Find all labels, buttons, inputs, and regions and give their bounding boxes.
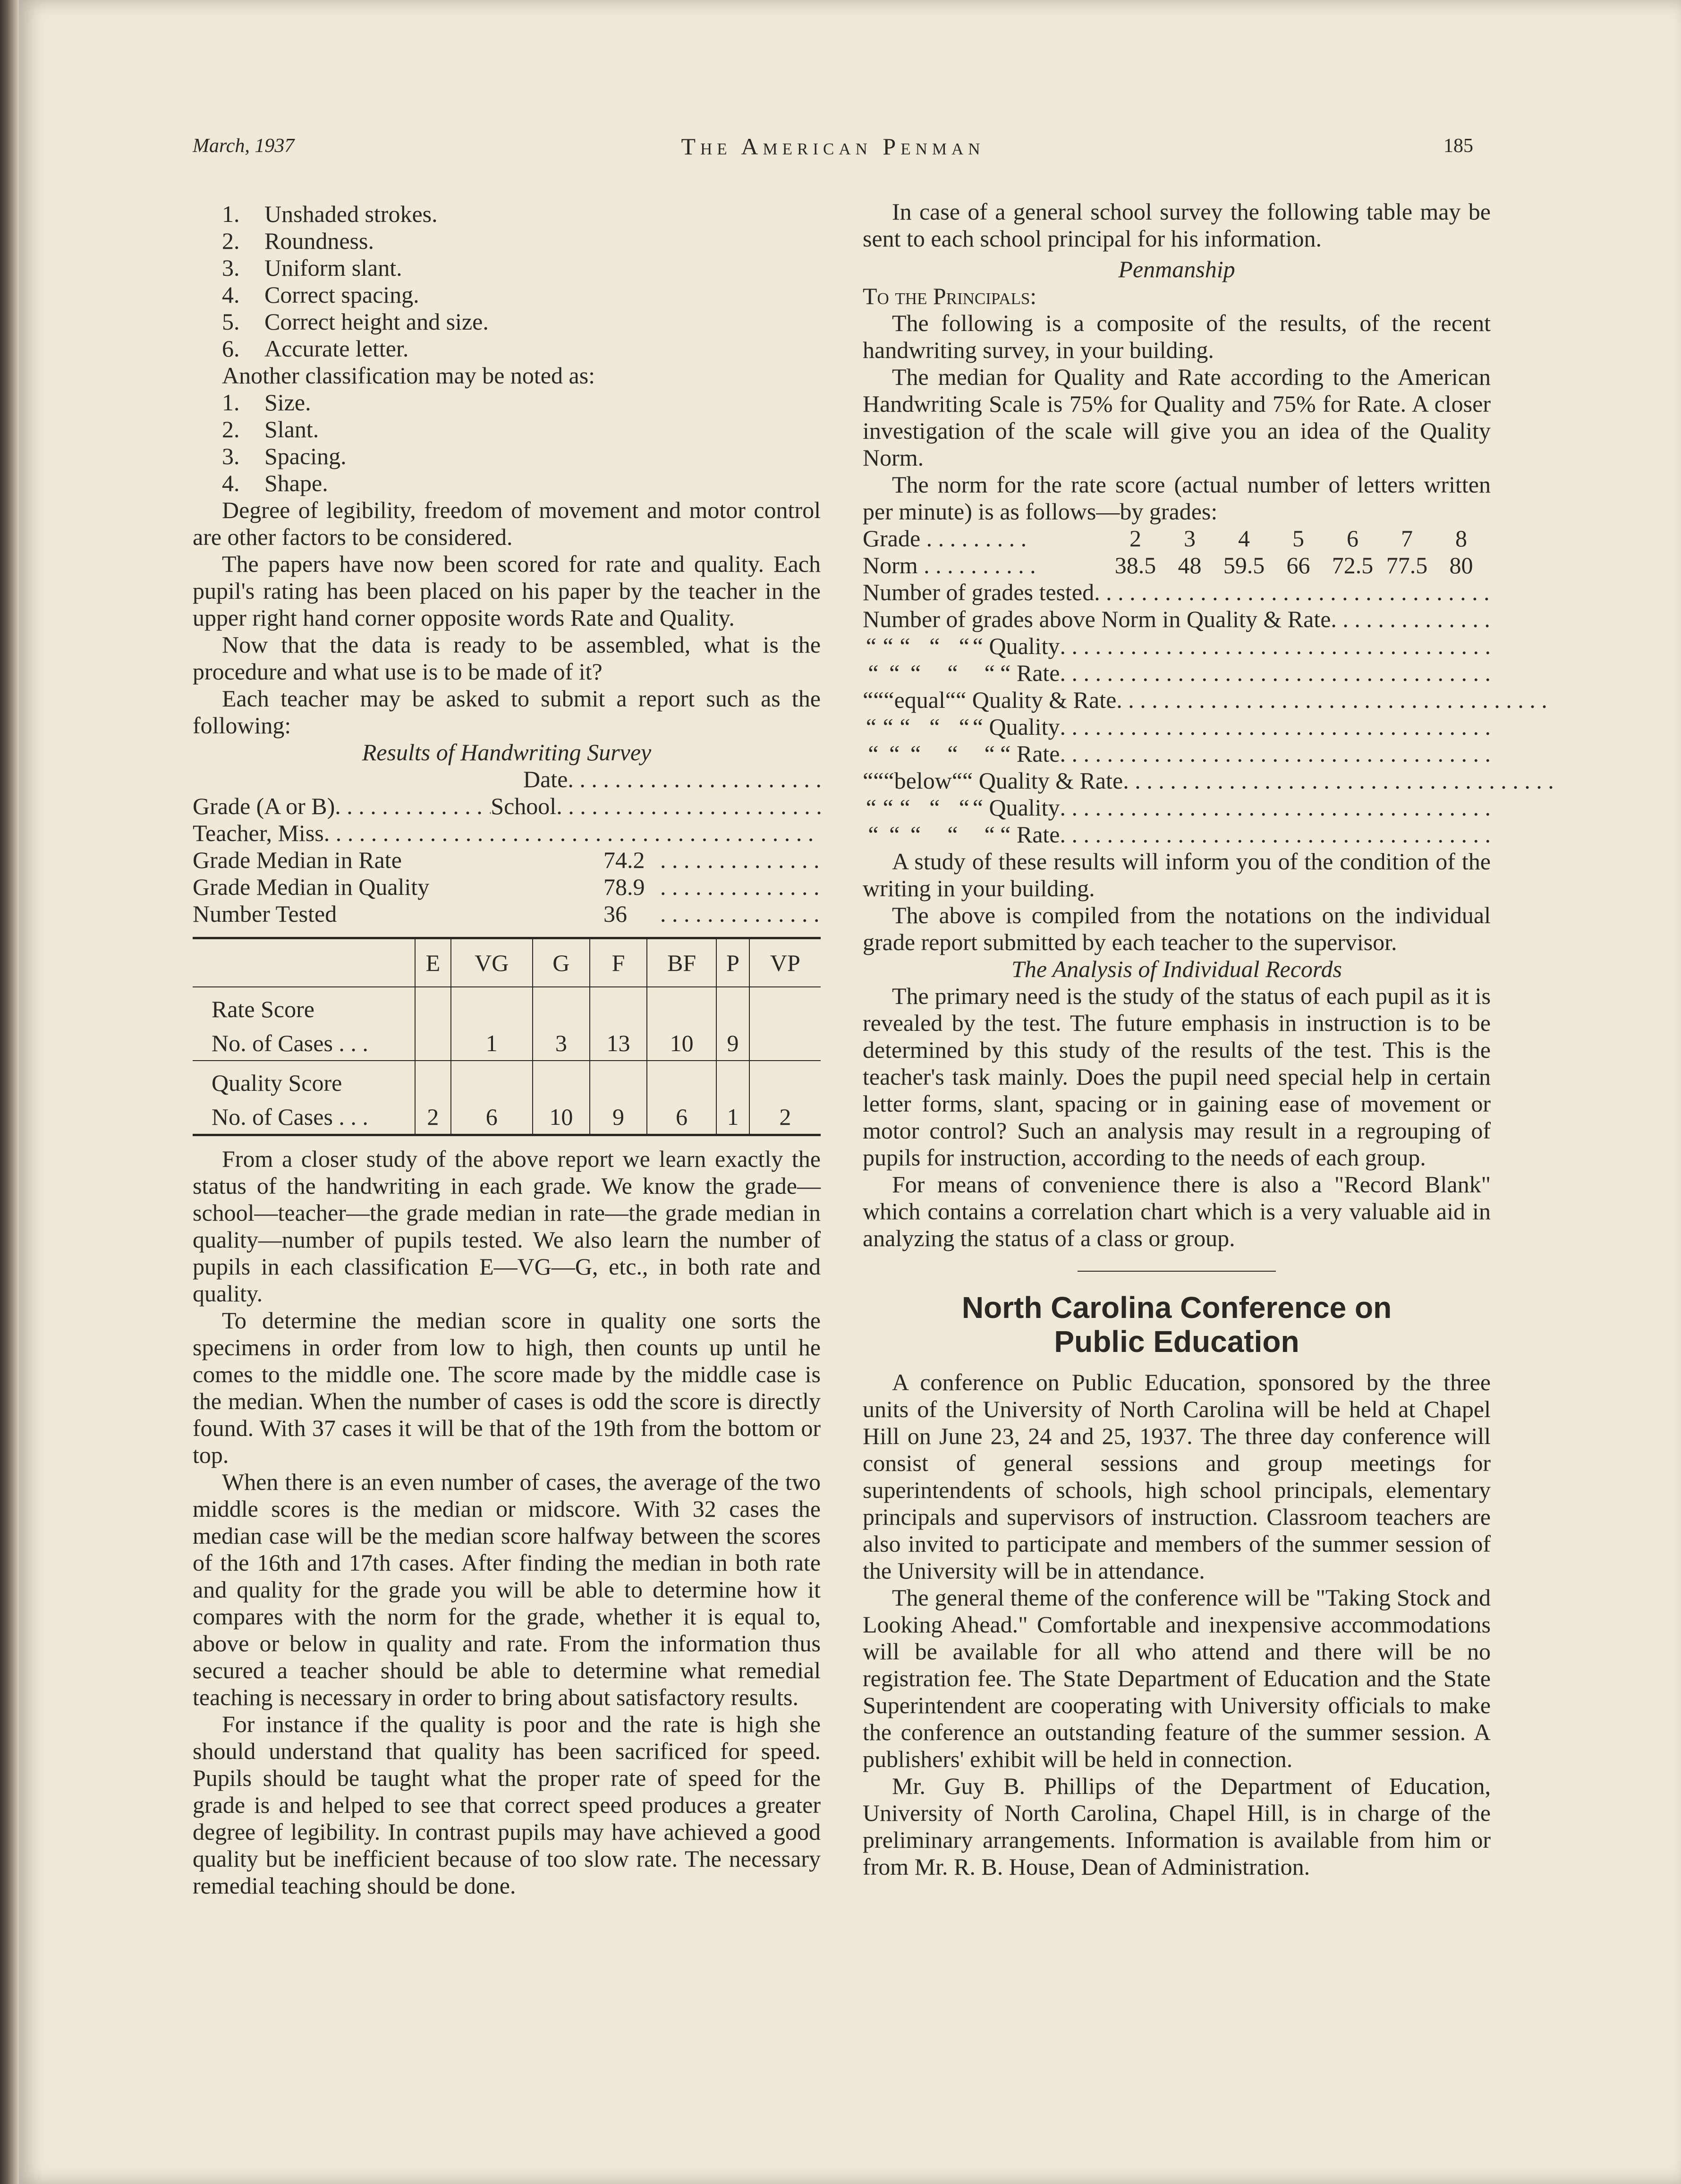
table-cell: 2: [749, 1100, 821, 1135]
table-cell: 3: [533, 1026, 590, 1061]
table-cell: 6: [451, 1100, 533, 1135]
table-cell: 13: [590, 1026, 647, 1061]
right-column: [863, 198, 1491, 1880]
norm-label: Norm . . . . . . . . . .: [863, 552, 1036, 578]
paragraph: Degree of legibility, freedom of movement and motor control are other factors to be considered.: [193, 497, 821, 550]
paragraph: When there is an even number of cases, the average of the two middle scores is the median or midscore. With 32 cases the median case will be the median score halfway between the scores of the 16th and 17th cases. After finding the median in both rate and quality for the grade you will be able to determine how it compares with the norm for the grade, whether it is equal to, above or below in quality and rate. From the information thus secured a teacher should be able to determine what remedial teaching is necessary in order to bring about satisfactory results.: [193, 1469, 821, 1710]
list-item: 4. Shape.: [222, 470, 328, 496]
book-spine: [0, 0, 19, 2184]
ditto-row: “ “ “ equal “ “ Quality & Rate . . .: [863, 687, 1491, 714]
ditto-rows: [863, 633, 1491, 848]
table-cell: 9: [590, 1100, 647, 1135]
paragraph: The median for Quality and Rate according to the American Handwriting Scale is 75% for Quality and 75% for Rate. A closer investigation of the scale will give you an idea of the Quality Norm.: [863, 364, 1491, 471]
paragraph: Another classification may be noted as:: [222, 362, 595, 389]
table-cell: 6: [647, 1100, 716, 1135]
paragraph: The norm for the rate score (actual number of letters written per minute) is as follows—by grades:: [863, 471, 1491, 525]
paragraph: A study of these results will inform you of the condition of the writing in your building.: [863, 848, 1491, 901]
list-item: 4. Correct spacing.: [222, 281, 419, 308]
list-item: 2. Slant.: [222, 416, 319, 442]
table-cell: 10: [647, 1026, 716, 1061]
page-header: [193, 135, 1473, 163]
table-cell: 9: [716, 1026, 749, 1061]
norm-value: 72.5: [1332, 552, 1374, 578]
list-item: 3. Uniform slant.: [222, 255, 402, 281]
table-cell: 1: [451, 1026, 533, 1061]
paragraph: The general theme of the conference will be "Taking Stock and Looking Ahead." Comfortable and inexpensive accommodations will be available for all who attend and there will be no registration fee. The State Department of Education and the State Superintendent are cooperating with University officials to make the conference an outstanding feature of the summer session. A publishers' exhibit will be held in connection.: [863, 1584, 1491, 1772]
ditto-row: “ “ “ “ “ “ Rate . . .: [863, 740, 1491, 767]
article-heading: North Carolina Conference on Public Education: [961, 1291, 1392, 1359]
grade-value: 2: [1129, 525, 1141, 552]
column-header: VG: [451, 938, 533, 987]
ditto-row: “ “ “ “ “ “ Quality . . .: [863, 794, 1491, 821]
norm-value: 48: [1178, 552, 1202, 578]
column-header: VP: [749, 938, 821, 987]
list-item: 6. Accurate letter.: [222, 335, 409, 362]
table-row: No. of Cases . . . 1 3 13 10 9: [193, 1026, 821, 1061]
column-header: P: [716, 938, 749, 987]
list-item: 5. Correct height and size.: [222, 308, 489, 335]
table-header-row: [193, 938, 821, 987]
paragraph: In case of a general school survey the following table may be sent to each school principal for his information.: [863, 198, 1491, 252]
norm-value: 38.5: [1114, 552, 1156, 578]
paragraph: For means of convenience there is also a "Record Blank" which contains a correlation chart which is a very valuable aid in analyzing the status of a class or group.: [863, 1171, 1491, 1251]
paragraph: The following is a composite of the results, of the recent handwriting survey, in your building.: [863, 310, 1491, 363]
ditto-row: “ “ “ “ “ “ Rate . . .: [863, 821, 1491, 848]
table-cell: 1: [716, 1100, 749, 1135]
paragraph: From a closer study of the above report we learn exactly the status of the handwriting in each grade. We know the grade—school—teacher—the grade median in rate—the grade median in quality—number of pupils tested. We also learn the number of pupils in each classification E—VG—G, etc., in both rate and quality.: [193, 1146, 821, 1307]
grade-value: 4: [1238, 525, 1250, 552]
paragraph: The above is compiled from the notations on the individual grade report submitted by each teacher to the supervisor.: [863, 902, 1491, 955]
above-norm-line: Number of grades above Norm in Quality & Rate . . .: [863, 606, 1491, 633]
list-item: 1. Size.: [222, 389, 311, 416]
form-tested-line: Number Tested 36 . . .: [193, 901, 821, 927]
grade-value: 8: [1455, 525, 1467, 552]
list-item: 1. Unshaded strokes.: [222, 201, 438, 227]
ditto-row: “ “ “ “ “ “ Quality . . .: [863, 633, 1491, 660]
grade-value: 7: [1401, 525, 1413, 552]
norm-value: 66: [1286, 552, 1310, 578]
tested-grades-line: Number of grades tested . . .: [863, 579, 1491, 606]
grade-norm-table: [863, 525, 1491, 579]
column-header: E: [415, 938, 451, 987]
form-date-line: Date . . .: [193, 766, 821, 793]
paragraph: A conference on Public Education, sponsored by the three units of the University of North Carolina will be held at Chapel Hill on June 23, 24 and 25, 1937. The three day conference will consist of general sessions and group meetings for superintendents of schools, high school principals, elementary principals and supervisors of instruction. Classroom teachers are also invited to participate and members of the summer session of the University will be in attendance.: [863, 1369, 1491, 1584]
table-row: Rate Score: [193, 987, 821, 1026]
classification-list: [193, 389, 821, 497]
form-quality-median-line: Grade Median in Quality 78.9 . . .: [193, 874, 821, 901]
page: [19, 0, 1681, 2184]
paragraph: To determine the median score in quality one sorts the specimens in order from low to high, then counts up until he comes to the middle one. The score made by the middle case is the median. When the number of cases is odd the score is directly found. With 37 cases it will be that of the 19th from the bottom or top.: [193, 1307, 821, 1468]
column-header: F: [590, 938, 647, 987]
list-item: 3. Spacing.: [222, 443, 347, 469]
table-row: No. of Cases . . . 2 6 10 9 6 1 2: [193, 1100, 821, 1135]
grade-value: 5: [1292, 525, 1304, 552]
paragraph: The papers have now been scored for rate and quality. Each pupil's rating has been placed on his paper by the teacher in the upper right hand corner opposite words Rate and Quality.: [193, 551, 821, 631]
paragraph: Each teacher may be asked to submit a report such as the following:: [193, 685, 821, 739]
form-rate-median-line: Grade Median in Rate 74.2 . . .: [193, 847, 821, 874]
paragraph: Mr. Guy B. Phillips of the Department of Education, University of North Carolina, Chapel Hill, is in charge of the preliminary arrangements. Information is available from him or from Mr. R. B. House, Dean of Administration.: [863, 1773, 1491, 1880]
issue-date: March, 1937: [193, 135, 295, 157]
list-item: 2. Roundness.: [222, 228, 374, 254]
norm-value: 77.5: [1386, 552, 1428, 578]
ditto-row: “ “ “ “ “ “ Rate . . .: [863, 660, 1491, 687]
grade-value: 3: [1184, 525, 1196, 552]
left-column: [193, 201, 821, 1899]
report-title: Results of Handwriting Survey: [362, 739, 652, 765]
norm-value: 80: [1449, 552, 1473, 578]
table-cell: 10: [533, 1100, 590, 1135]
paragraph: Now that the data is ready to be assembled, what is the procedure and what use is to be made of it?: [193, 631, 821, 685]
divider: [1078, 1271, 1276, 1272]
paragraph: For instance if the quality is poor and the rate is high she should understand that quality has been sacrificed for speed. Pupils should be taught what the proper rate of speed for the grade is and helped to see that correct speed produces a greater degree of legibility. In contrast pupils may have achieved a good quality but be inefficient because of too slow rate. The necessary remedial teaching should be done.: [193, 1711, 821, 1899]
salutation: To the Principals:: [863, 283, 1037, 309]
table-cell: 2: [415, 1100, 451, 1135]
table-cell: [749, 1026, 821, 1061]
ditto-row: “ “ “ below “ “ Quality & Rate . . .: [863, 767, 1491, 794]
table-row: Quality Score: [193, 1061, 821, 1100]
table-cell: [415, 1026, 451, 1061]
magazine-title: The American Penman: [681, 133, 985, 160]
form-grade-line: Grade (A or B) . . . School . . .: [193, 793, 821, 820]
form-teacher-line: Teacher, Miss . . .: [193, 820, 821, 847]
grade-label: Grade . . . . . . . . .: [863, 525, 1027, 552]
grade-value: 6: [1347, 525, 1358, 552]
survey-table: [193, 937, 821, 1136]
column-header: BF: [647, 938, 716, 987]
norm-value: 59.5: [1223, 552, 1265, 578]
characteristics-list: [193, 201, 821, 362]
paragraph: The primary need is the study of the status of each pupil as it is revealed by the test. The future emphasis in instruction is to be determined by this study of the results of the test. This is the teacher's task mainly. Does the pupil need special help in certain letter forms, slant, spacing or in gaining ease of movement or motor control? Such an analysis may result in a regrouping of pupils for instruction, according to the needs of each group.: [863, 983, 1491, 1171]
penmanship-title: Penmanship: [1118, 256, 1235, 282]
ditto-row: “ “ “ “ “ “ Quality . . .: [863, 714, 1491, 740]
column-header: G: [533, 938, 590, 987]
section-title: The Analysis of Individual Records: [1011, 956, 1342, 982]
page-number: 185: [1443, 135, 1473, 157]
